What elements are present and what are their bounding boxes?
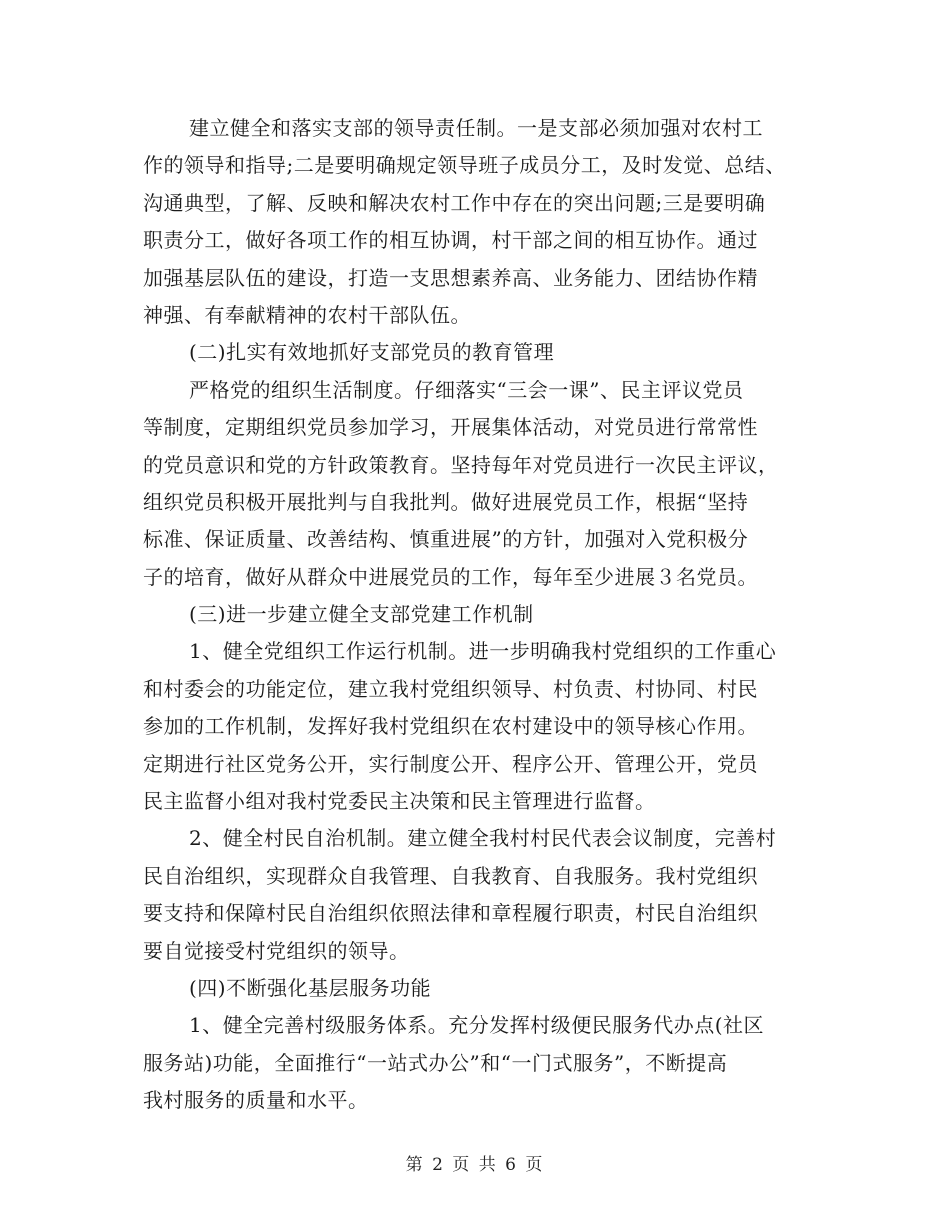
text-line: 定期进行社区党务公开，实行制度公开、程序公开、管理公开，党员 <box>143 751 758 776</box>
text-line: 职责分工，做好各项工作的相互协调，村干部之间的相互协作。通过 <box>143 228 758 253</box>
text-line: 神强、有奉献精神的农村干部队伍。 <box>143 302 471 327</box>
text-line: 加强基层队伍的建设，打造一支思想素养高、业务能力、团结协作精 <box>143 265 758 290</box>
text-line: 1、健全完善村级服务体系。充分发挥村级便民服务代办点(社区 <box>189 1013 765 1038</box>
text-line: 建立健全和落实支部的领导责任制。一是支部必须加强对农村工 <box>189 116 763 140</box>
text-line: 和村委会的功能定位，建立我村党组织领导、村负责、村协同、村民 <box>143 676 758 701</box>
text-line: 组织党员积极开展批判与自我批判。做好进展党员工作，根据“坚持 <box>143 489 749 514</box>
text-line: 民主监督小组对我村党委民主决策和民主管理进行监督。 <box>143 789 656 814</box>
page-footer: 第 2 页 共 6 页 <box>405 1155 545 1175</box>
text-line: 沟通典型，了解、反映和解决农村工作中存在的突出问题;三是要明确 <box>143 190 766 215</box>
text-line: 2、健全村民自治机制。建立健全我村村民代表会议制度，完善村 <box>189 826 777 851</box>
text-line: 作的领导和指导;二是要明确规定领导班子成员分工，及时发觉、总结、 <box>143 153 786 178</box>
text-line: 要支持和保障村民自治组织依照法律和章程履行职责，村民自治组织 <box>143 901 758 926</box>
text-line: (三)进一步建立健全支部党建工作机制 <box>189 602 534 627</box>
text-line: 民自治组织，实现群众自我管理、自我教育、自我服务。我村党组织 <box>143 863 758 888</box>
text-line: 等制度，定期组织党员参加学习，开展集体活动，对党员进行常常性 <box>143 415 758 440</box>
text-line: 参加的工作机制，发挥好我村党组织在农村建设中的领导核心作用。 <box>143 714 758 739</box>
text-line: (四)不断强化基层服务功能 <box>189 975 432 1000</box>
text-line: 我村服务的质量和水平。 <box>143 1088 369 1113</box>
text-line: 标准、保证质量、改善结构、慎重进展”的方针，加强对入党积极分 <box>143 527 749 552</box>
text-line: 严格党的组织生活制度。仔细落实“三会一课”、民主评议党员 <box>189 377 744 402</box>
document-body <box>143 110 815 1120</box>
text-line: 子的培育，做好从群众中进展党员的工作，每年至少进展３名党员。 <box>143 564 758 589</box>
text-line: 1、健全党组织工作运行机制。进一步明确我村党组织的工作重心 <box>189 639 777 664</box>
text-line: 要自觉接受村党组织的领导。 <box>143 938 410 963</box>
text-line: (二)扎实有效地抓好支部党员的教育管理 <box>189 340 555 365</box>
text-line: 服务站)功能，全面推行“一站式办公”和“一门式服务”，不断提高 <box>143 1050 728 1075</box>
text-line: 的党员意识和党的方针政策教育。坚持每年对党员进行一次民主评议， <box>143 452 779 477</box>
